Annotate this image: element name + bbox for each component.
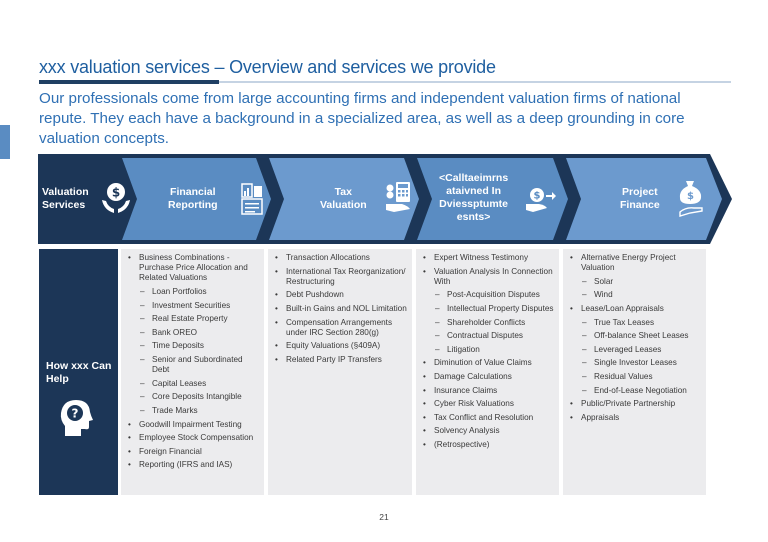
bullet-item: • Valuation Analysis In Connection With bbox=[423, 267, 555, 287]
title-divider-accent bbox=[39, 80, 219, 84]
service-arrow-band bbox=[38, 154, 732, 244]
arrow-label-valuation-services: Valuation Services bbox=[42, 186, 89, 211]
bullet-item: • Solvency Analysis bbox=[423, 426, 555, 436]
how-can-help-label: How xxx Can Help bbox=[46, 360, 112, 385]
sub-bullet-item: – Real Estate Property bbox=[128, 314, 260, 324]
sub-bullet-item: – End-of-Lease Negotiation bbox=[570, 386, 702, 396]
svg-text:$: $ bbox=[111, 185, 121, 200]
bullet-item: • Reporting (IFRS and IAS) bbox=[128, 460, 260, 470]
bullet-item: • Insurance Claims bbox=[423, 386, 555, 396]
sub-bullet-item: – Residual Values bbox=[570, 372, 702, 382]
bullet-item: • Lease/Loan Appraisals bbox=[570, 304, 702, 314]
side-tab-marker bbox=[0, 125, 10, 159]
sub-bullet-item: – Shareholder Conflicts bbox=[423, 318, 555, 328]
arrow-label-financial-reporting: Financial Reporting bbox=[168, 186, 218, 211]
bullet-item: • Equity Valuations (§409A) bbox=[275, 341, 408, 351]
services-column-financial-reporting bbox=[121, 249, 264, 495]
page-subtitle: Our professionals come from large accounting firms and independent valuation firms of national repute. They each have a background in a specialized area, as well as a deep grounding in core valuation concepts. bbox=[39, 90, 685, 147]
sub-bullet-item: – Post-Acquisition Disputes bbox=[423, 290, 555, 300]
bullet-item: • Expert Witness Testimony bbox=[423, 253, 555, 263]
arrow-label-tax-valuation: Tax Valuation bbox=[320, 186, 367, 211]
sub-bullet-item: – Litigation bbox=[423, 345, 555, 355]
sub-bullet-item: – Loan Portfolios bbox=[128, 287, 260, 297]
how-can-help-panel bbox=[39, 249, 118, 495]
arrow-label-project-finance: Project Finance bbox=[620, 186, 660, 211]
bullet-item: • Goodwill Impairment Testing bbox=[128, 420, 260, 430]
sub-bullet-item: – Wind bbox=[570, 290, 702, 300]
services-column-disputes bbox=[416, 249, 559, 495]
bullet-item: • Business Combinations - Purchase Price Allocation and Related Valuations bbox=[128, 253, 260, 284]
sub-bullet-item: – Leveraged Leases bbox=[570, 345, 702, 355]
bullet-item: • Debt Pushdown bbox=[275, 290, 408, 300]
page-title: xxx valuation services – Overview and services we provide bbox=[39, 57, 496, 77]
bullet-item: • Public/Private Partnership bbox=[570, 399, 702, 409]
bullet-item: • Cyber Risk Valuations bbox=[423, 399, 555, 409]
bullet-item: • Built-in Gains and NOL Limitation bbox=[275, 304, 408, 314]
sub-bullet-item: – Investment Securities bbox=[128, 301, 260, 311]
sub-bullet-item: – Solar bbox=[570, 277, 702, 287]
bullet-item: • Compensation Arrangements under IRC Section 280(g) bbox=[275, 318, 408, 338]
svg-text:?: ? bbox=[71, 406, 79, 421]
services-column-project-finance bbox=[563, 249, 706, 495]
sub-bullet-item: – Single Investor Leases bbox=[570, 358, 702, 368]
arrow-label-disputes: <Calltaeimrns ataivned In Dviessptumte esnts> bbox=[439, 172, 509, 223]
sub-bullet-item: – Senior and Subordinated Debt bbox=[128, 355, 260, 375]
sub-bullet-item: – Capital Leases bbox=[128, 379, 260, 389]
bullet-item: • Employee Stock Compensation bbox=[128, 433, 260, 443]
svg-text:$: $ bbox=[687, 191, 694, 202]
bullet-item: • Damage Calculations bbox=[423, 372, 555, 382]
page-number: 21 bbox=[379, 512, 389, 522]
thinking-head-icon bbox=[59, 399, 95, 442]
bullet-item: • Related Party IP Transfers bbox=[275, 355, 408, 365]
bullet-item: • Appraisals bbox=[570, 413, 702, 423]
sub-bullet-item: – Trade Marks bbox=[128, 406, 260, 416]
services-column-tax-valuation bbox=[268, 249, 412, 495]
sub-bullet-item: – Time Deposits bbox=[128, 341, 260, 351]
sub-bullet-item: – True Tax Leases bbox=[570, 318, 702, 328]
bullet-item: • Diminution of Value Claims bbox=[423, 358, 555, 368]
bullet-item: • Transaction Allocations bbox=[275, 253, 408, 263]
bullet-item: • International Tax Reorganization/ Restructuring bbox=[275, 267, 408, 287]
svg-text:$: $ bbox=[533, 190, 541, 202]
bullet-item: • Alternative Energy Project Valuation bbox=[570, 253, 702, 273]
bullet-item: • (Retrospective) bbox=[423, 440, 555, 450]
sub-bullet-item: – Contractual Disputes bbox=[423, 331, 555, 341]
bullet-item: • Tax Conflict and Resolution bbox=[423, 413, 555, 423]
sub-bullet-item: – Bank OREO bbox=[128, 328, 260, 338]
bullet-item: • Foreign Financial bbox=[128, 447, 260, 457]
sub-bullet-item: – Off-balance Sheet Leases bbox=[570, 331, 702, 341]
sub-bullet-item: – Intellectual Property Disputes bbox=[423, 304, 555, 314]
sub-bullet-item: – Core Deposits Intangible bbox=[128, 392, 260, 402]
